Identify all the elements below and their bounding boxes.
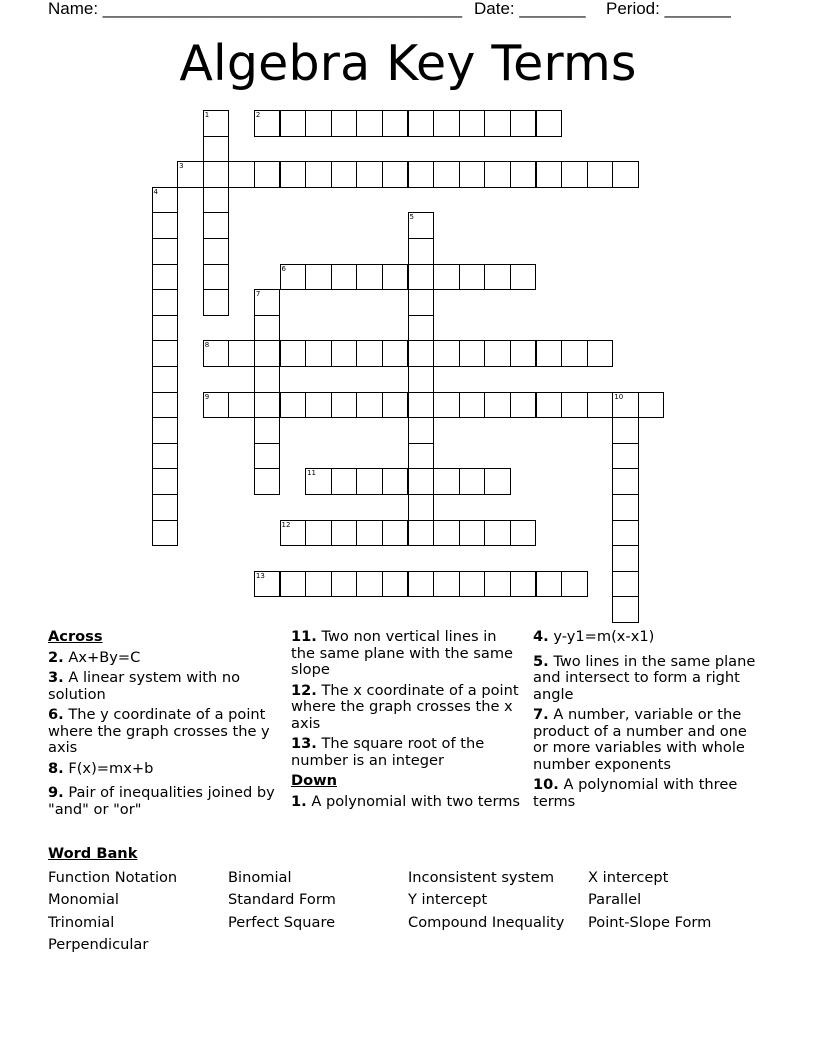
grid-cell[interactable] — [612, 468, 639, 495]
across-heading: Across — [48, 628, 103, 645]
grid-cell[interactable] — [152, 468, 179, 495]
word-bank-item: Perfect Square — [228, 914, 336, 931]
grid-cell[interactable] — [408, 238, 435, 265]
grid-cell[interactable] — [254, 366, 281, 393]
grid-cell[interactable] — [408, 392, 435, 419]
grid-cell[interactable] — [382, 468, 409, 495]
grid-cell[interactable] — [254, 392, 281, 419]
grid-cell[interactable] — [536, 110, 563, 137]
clue-across-6: 6. The y coordinate of a point where the graph crosses the y axis — [48, 706, 270, 756]
clue-number-5: 5 — [409, 213, 414, 222]
grid-cell[interactable] — [408, 289, 435, 316]
grid-cell[interactable] — [152, 443, 179, 470]
grid-cell[interactable] — [484, 571, 511, 598]
grid-cell[interactable] — [408, 264, 435, 291]
clue-number-3: 3 — [179, 162, 184, 171]
word-bank-item: Function Notation — [48, 869, 178, 886]
grid-cell[interactable] — [152, 212, 179, 239]
grid-cell[interactable] — [356, 520, 383, 547]
grid-cell[interactable] — [280, 110, 307, 137]
grid-cell[interactable] — [612, 571, 639, 598]
grid-cell[interactable] — [408, 161, 435, 188]
word-bank-item: Point-Slope Form — [588, 914, 712, 931]
grid-cell[interactable] — [459, 264, 486, 291]
grid-cell[interactable] — [510, 520, 537, 547]
grid-cell[interactable] — [331, 571, 358, 598]
grid-cell[interactable] — [408, 468, 435, 495]
word-bank-item: Monomial — [48, 891, 119, 908]
grid-cell[interactable] — [331, 468, 358, 495]
grid-cell[interactable] — [280, 392, 307, 419]
grid-cell[interactable] — [408, 520, 435, 547]
grid-cell[interactable] — [382, 520, 409, 547]
clue-number-8: 8 — [204, 341, 210, 350]
grid-cell[interactable] — [382, 264, 409, 291]
grid-cell[interactable] — [152, 417, 179, 444]
grid-cell[interactable] — [305, 110, 332, 137]
clue-number-13: 13 — [255, 571, 265, 580]
grid-cell[interactable] — [152, 315, 179, 342]
clue-across-2: 2. Ax+By=C — [48, 648, 141, 666]
clue-across-11: 11. Two non vertical lines in the same plane with the same slope — [291, 628, 514, 678]
grid-cell[interactable] — [433, 520, 460, 547]
grid-cell[interactable] — [433, 468, 460, 495]
grid-cell[interactable] — [408, 417, 435, 444]
grid-cell[interactable] — [152, 289, 179, 316]
grid-cell[interactable] — [280, 161, 307, 188]
name-field-label: Name: ______________________________________ — [48, 0, 463, 18]
grid-cell[interactable] — [484, 264, 511, 291]
grid-cell[interactable] — [433, 264, 460, 291]
grid-cell[interactable] — [612, 494, 639, 521]
grid-cell[interactable] — [305, 520, 332, 547]
grid-cell[interactable] — [612, 161, 639, 188]
clue-number-12: 12 — [281, 520, 291, 529]
clue-number-4: 4 — [153, 187, 158, 196]
grid-cell[interactable] — [433, 571, 460, 598]
word-bank-item: Inconsistent system — [408, 869, 555, 886]
grid-cell[interactable] — [254, 315, 281, 342]
grid-cell[interactable] — [561, 392, 588, 419]
grid-cell[interactable] — [510, 392, 537, 419]
grid-cell[interactable] — [612, 520, 639, 547]
grid-cell[interactable] — [459, 110, 486, 137]
grid-cell[interactable] — [331, 161, 358, 188]
grid-cell[interactable] — [331, 520, 358, 547]
grid-cell[interactable] — [356, 340, 383, 367]
grid-cell[interactable] — [536, 392, 563, 419]
grid-cell[interactable] — [203, 187, 230, 214]
grid-cell[interactable] — [203, 264, 230, 291]
grid-cell[interactable] — [561, 340, 588, 367]
grid-cell[interactable] — [638, 392, 665, 419]
clue-down-5: 5. Two lines in the same plane and intersect to form a right angle — [533, 652, 756, 703]
grid-cell[interactable] — [203, 212, 230, 239]
clue-number-11: 11 — [307, 469, 317, 478]
grid-cell[interactable] — [254, 161, 281, 188]
grid-cell[interactable] — [203, 136, 230, 163]
grid-cell[interactable] — [484, 520, 511, 547]
grid-cell[interactable] — [331, 110, 358, 137]
grid-cell[interactable] — [356, 468, 383, 495]
grid-cell[interactable] — [305, 340, 332, 367]
grid-cell[interactable] — [484, 340, 511, 367]
word-bank-item: X intercept — [588, 869, 669, 886]
grid-cell[interactable] — [152, 340, 179, 367]
grid-cell[interactable] — [203, 289, 230, 316]
grid-cell[interactable] — [561, 161, 588, 188]
grid-cell[interactable] — [254, 340, 281, 367]
grid-cell[interactable] — [561, 571, 588, 598]
grid-cell[interactable] — [484, 110, 511, 137]
clues-column-1 — [48, 629, 280, 822]
clue-number-1: 1 — [204, 111, 210, 119]
word-bank-item: Standard Form — [228, 891, 336, 908]
grid-cell[interactable] — [484, 468, 511, 495]
grid-cell[interactable] — [382, 392, 409, 419]
grid-cell[interactable] — [510, 571, 537, 598]
grid-cell[interactable] — [356, 264, 383, 291]
grid-cell[interactable] — [510, 264, 537, 291]
grid-cell[interactable] — [408, 110, 435, 137]
grid-cell[interactable] — [612, 545, 639, 572]
period-field-label: Period: _______ — [606, 0, 731, 18]
clue-down-4: 4. y-y1=m(x-x1) — [533, 628, 655, 645]
clue-across-9: 9. Pair of inequalities joined by "and" or "or" — [48, 784, 275, 818]
grid-cell[interactable] — [331, 340, 358, 367]
grid-cell[interactable] — [305, 571, 332, 598]
down-heading: Down — [291, 772, 338, 789]
grid-cell[interactable] — [382, 571, 409, 598]
grid-cell[interactable] — [382, 161, 409, 188]
grid-cell[interactable] — [459, 468, 486, 495]
grid-cell[interactable] — [484, 392, 511, 419]
clue-across-13: 13. The square root of the number is an integer — [291, 735, 485, 769]
grid-cell[interactable] — [536, 340, 563, 367]
grid-cell[interactable] — [587, 392, 614, 419]
clue-number-7: 7 — [255, 290, 261, 299]
clue-down-1: 1. A polynomial with two terms — [291, 792, 521, 810]
grid-cell[interactable] — [254, 443, 281, 470]
grid-cell[interactable] — [408, 494, 435, 521]
word-bank-item: Compound Inequality — [408, 914, 565, 931]
clues-column-3 — [533, 629, 765, 814]
grid-cell[interactable] — [331, 392, 358, 419]
grid-cell[interactable] — [280, 571, 307, 598]
grid-cell[interactable] — [612, 596, 639, 623]
clue-across-8: 8. F(x)=mx+b — [48, 759, 154, 777]
grid-cell[interactable] — [356, 110, 383, 137]
grid-cell[interactable] — [254, 417, 281, 444]
page-title: Algebra Key Terms — [179, 35, 637, 92]
grid-cell[interactable] — [356, 571, 383, 598]
grid-cell[interactable] — [536, 571, 563, 598]
grid-cell[interactable] — [408, 315, 435, 342]
word-bank-item: Trinomial — [48, 914, 115, 931]
grid-cell[interactable] — [152, 264, 179, 291]
grid-cell[interactable] — [228, 340, 255, 367]
clue-number-9: 9 — [204, 392, 210, 401]
word-bank-item: Perpendicular — [48, 936, 149, 953]
grid-cell[interactable] — [152, 494, 179, 521]
grid-cell[interactable] — [305, 264, 332, 291]
clue-down-7: 7. A number, variable or the product of a number and one or more variables with whole number exponents — [533, 706, 747, 773]
clue-number-6: 6 — [281, 264, 286, 273]
grid-cell[interactable] — [408, 443, 435, 470]
grid-cell[interactable] — [510, 161, 537, 188]
grid-cell[interactable] — [280, 340, 307, 367]
grid-cell[interactable] — [459, 340, 486, 367]
grid-cell[interactable] — [152, 392, 179, 419]
word-bank-item: Parallel — [588, 891, 642, 908]
word-bank-item: Y intercept — [408, 891, 488, 908]
grid-cell[interactable] — [484, 161, 511, 188]
grid-cell[interactable] — [433, 161, 460, 188]
clue-down-10: 10. A polynomial with three terms — [533, 776, 738, 810]
grid-cell[interactable] — [459, 571, 486, 598]
grid-cell[interactable] — [459, 520, 486, 547]
grid-cell[interactable] — [510, 110, 537, 137]
clue-across-3: 3. A linear system with no solution — [48, 669, 241, 703]
grid-cell[interactable] — [331, 264, 358, 291]
grid-cell[interactable] — [433, 392, 460, 419]
grid-cell[interactable] — [382, 340, 409, 367]
grid-cell[interactable] — [254, 468, 281, 495]
clue-number-2: 2 — [255, 111, 261, 119]
grid-cell[interactable] — [536, 161, 563, 188]
grid-cell[interactable] — [433, 340, 460, 367]
grid-cell[interactable] — [612, 417, 639, 444]
word-bank-item: Binomial — [228, 869, 292, 886]
clues-column-2 — [291, 629, 523, 814]
grid-cell[interactable] — [382, 110, 409, 137]
grid-cell[interactable] — [203, 238, 230, 265]
grid-cell[interactable] — [459, 392, 486, 419]
grid-cell[interactable] — [408, 366, 435, 393]
grid-cell[interactable] — [433, 110, 460, 137]
grid-cell[interactable] — [612, 443, 639, 470]
grid-cell[interactable] — [408, 571, 435, 598]
date-field-label: Date: _______ — [474, 0, 586, 18]
grid-cell[interactable] — [510, 340, 537, 367]
grid-cell[interactable] — [203, 161, 230, 188]
grid-cell[interactable] — [356, 161, 383, 188]
grid-cell[interactable] — [152, 238, 179, 265]
grid-cell[interactable] — [152, 366, 179, 393]
grid-cell[interactable] — [305, 161, 332, 188]
grid-cell[interactable] — [228, 161, 255, 188]
clue-across-12: 12. The x coordinate of a point where the graph crosses the x axis — [291, 681, 519, 732]
word-bank-title: Word Bank — [48, 845, 138, 862]
grid-cell[interactable] — [408, 340, 435, 367]
grid-cell[interactable] — [228, 392, 255, 419]
grid-cell[interactable] — [587, 340, 614, 367]
grid-cell[interactable] — [305, 392, 332, 419]
clue-number-10: 10 — [614, 392, 624, 401]
grid-cell[interactable] — [459, 161, 486, 188]
grid-cell[interactable] — [152, 520, 179, 547]
grid-cell[interactable] — [587, 161, 614, 188]
grid-cell[interactable] — [356, 392, 383, 419]
